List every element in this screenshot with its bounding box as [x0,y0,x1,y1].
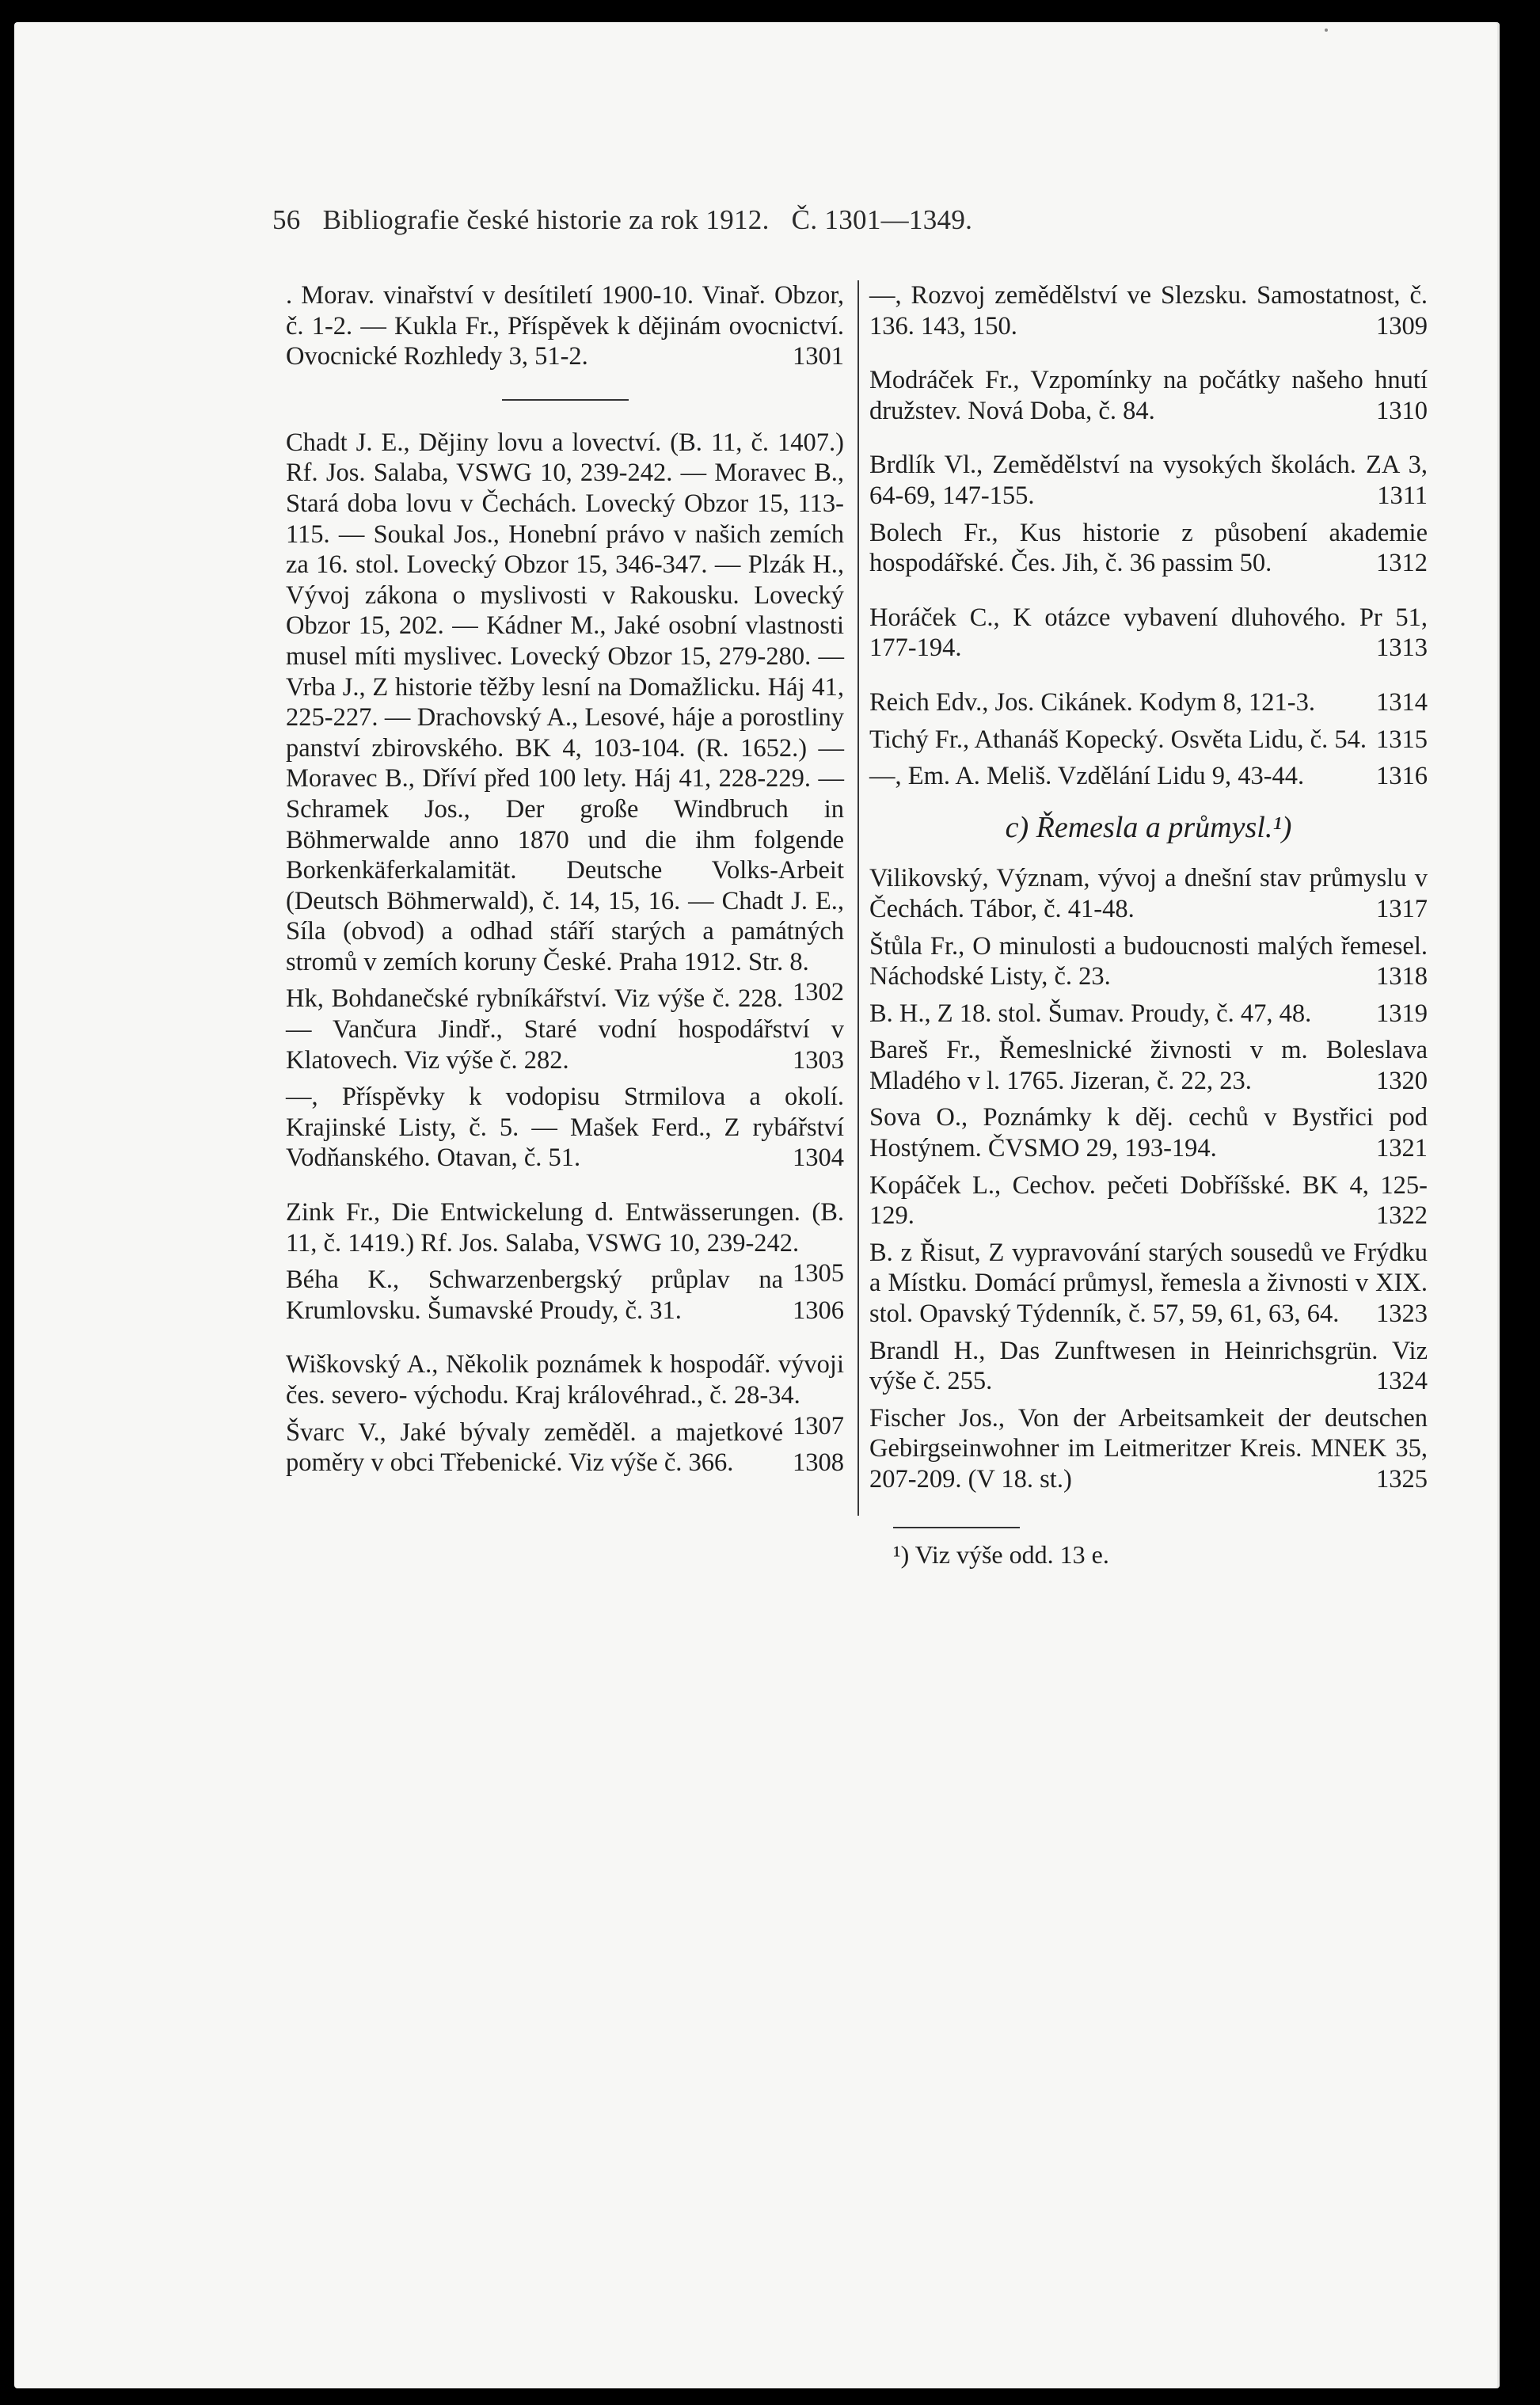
entry-text: Modráček Fr., Vzpomínky na počátky našeho hnutí družstev. Nová Doba, č. 84. [869,366,1428,425]
bibliography-entry [869,450,1428,511]
entry-text: B. H., Z 18. stol. Šumav. Proudy, č. 47, 48. [869,999,1312,1028]
bibliography-entry [869,365,1428,426]
bibliography-entry [869,1238,1428,1330]
entry-number: 1304 [793,1144,844,1173]
entry-text: Brandl H., Das Zunftwesen in Heinrichsgrün. Viz výše č. 255. [869,1336,1428,1396]
entry-number: 1302 [793,978,844,1007]
entry-number: 1307 [793,1411,844,1440]
bibliography-entry [286,984,844,1075]
bibliography-entry [286,1265,844,1326]
entry-number: 1308 [793,1448,844,1478]
bibliography-entry [869,280,1428,341]
entry-number: 1322 [1376,1201,1428,1231]
entry-text: Béha K., Schwarzenbergský průplav na Krumlovsku. Šumavské Proudy, č. 31. [286,1265,783,1325]
entry-number: 1309 [1376,311,1428,341]
separator-rule [502,399,629,401]
entry-number: 1314 [1376,687,1428,717]
entry-text: Zink Fr., Die Entwickelung d. Entwässerungen. (B. 11, č. 1419.) Rf. Jos. Salaba, VSWG 10, 239-242. [286,1198,844,1258]
entry-number: 1301 [793,342,844,371]
entry-text: Fischer Jos., Von der Arbeitsamkeit der deutschen Gebirgseinwohner im Leitmeritzer Kreis. MNEK 35, 207-209. (V 18. st.) [869,1403,1428,1494]
bibliography-entry [286,428,844,1007]
entry-number: 1316 [1376,762,1428,791]
bibliography-entry [869,725,1428,755]
entry-number: 1319 [1376,999,1428,1028]
entry-text: Sova O., Poznámky k děj. cechů v Bystřici pod Hostýnem. ČVSMO 29, 193-194. [869,1103,1428,1163]
footnote-rule [893,1527,1020,1528]
bibliography-entry [869,761,1428,792]
bibliography-entry [869,999,1428,1029]
entry-range: Č. 1301—1349. [791,204,973,235]
entry-number: 1321 [1376,1134,1428,1163]
footnote: ¹) Viz výše odd. 13 e. [893,1539,1109,1569]
entry-text: Kopáček L., Cechov. pečeti Dobříšské. BK 4, 125-129. [869,1170,1428,1231]
running-head [272,204,1270,236]
entry-number: 1306 [793,1296,844,1325]
section-heading: c) Řemesla a průmysl.¹) [1005,810,1292,844]
bibliography-entry [286,1082,844,1174]
entry-text: Chadt J. E., Dějiny lovu a lovectví. (B. 11, č. 1407.) Rf. Jos. Salaba, VSWG 10, 239-242. — Moravec B., Stará doba lovu v Čechách. Lovecký Obzor 15, 113-115. — Soukal Jos., Honební právo v našich zemích za 16. stol. Lovecký Obzor 15, 346-347. — Plzák H., Vývoj zákona o myslivosti v Rakousku. Lovecký Obzor 15, 202. — Kádner M., Jaké osobní vlastnosti musel míti myslivec. Lovecký Obzor 15, 279-280. — Vrba J., Z historie těžby lesní na Domažlicku. Háj 41, 225-227. — Drachovský A., Lesové, háje a porostliny panství zbirovského. BK 4, 103-104. (R. 1652.) — Moravec B., Dříví před 100 lety. Háj 41, 228-229. — Schramek Jos., Der große Windbruch in Böhmerwalde anno 1870 und die ihm folgende Borkenkäferkalamität. Deutsche Volks-Arbeit (Deutsch Böhmerwald), č. 14, 15, 16. — Chadt J. E., Síla (obvod) a odhad stáří starých a památných stromů v zemích koruny České. Praha 1912. Str. 8. [286,428,844,976]
entry-number: 1312 [1376,549,1428,578]
bibliography-entry [869,931,1428,992]
page-title: Bibliografie české historie za rok 1912. [322,204,770,235]
entry-number: 1320 [1376,1066,1428,1095]
entry-text: —, Em. A. Meliš. Vzdělání Lidu 9, 43-44. [869,762,1305,791]
bibliography-entry [869,687,1428,718]
entry-text: Brdlík Vl., Zemědělství na vysokých školách. ZA 3, 64-69, 147-155. [869,451,1428,510]
entry-text: Hk, Bohdanečské rybníkářství. Viz výše č. 228. — Vančura Jindř., Staré vodní hospodářství v Klatovech. Viz výše č. 282. [286,984,844,1075]
page-number: 56 [272,204,301,235]
entry-text: B. z Řisut, Z vypravování starých sousedů ve Frýdku a Místku. Domácí průmysl, řemesla a živnosti v XIX. stol. Opavský Týdenník, č. 57, 59, 61, 63, 64. [869,1238,1428,1329]
bibliography-entry [869,518,1428,579]
bibliography-entry [286,280,844,372]
scan-speck [1325,29,1328,32]
entry-number: 1303 [793,1045,844,1075]
entry-number: 1315 [1376,725,1428,754]
entry-text: —, Příspěvky k vodopisu Strmilova a okolí. Krajinské Listy, č. 5. — Mašek Ferd., Z rybářství Vodňanského. Otavan, č. 51. [286,1083,844,1173]
bibliography-entry [286,1197,844,1288]
right-column [869,280,1428,1570]
entry-number: 1323 [1376,1300,1428,1329]
bibliography-entry [869,1170,1428,1231]
entry-text: Horáček C., K otázce vybavení dluhového. Pr 51, 177-194. [869,603,1428,663]
entry-number: 1325 [1376,1465,1428,1494]
entry-number: 1318 [1376,962,1428,991]
left-column [286,280,844,1485]
entry-number: 1313 [1376,634,1428,663]
entry-text: Tichý Fr., Athanáš Kopecký. Osvěta Lidu, č. 54. [869,725,1367,754]
bibliography-entry [869,603,1428,664]
bibliography-entry [869,1403,1428,1495]
entry-text: Reich Edv., Jos. Cikánek. Kodym 8, 121-3. [869,687,1315,717]
bibliography-entry [869,863,1428,924]
bibliography-entry [286,1418,844,1478]
entry-text: Vilikovský, Význam, vývoj a dnešní stav průmyslu v Čechách. Tábor, č. 41-48. [869,864,1428,923]
entry-text: Švarc V., Jaké bývaly zeměděl. a majetkové poměry v obci Třebenické. Viz výše č. 366. [286,1418,783,1478]
entry-number: 1310 [1376,396,1428,425]
entry-number: 1317 [1376,894,1428,923]
entry-number: 1311 [1377,481,1428,510]
column-divider [857,280,859,1516]
bibliography-entry [869,1102,1428,1163]
entry-text: . Morav. vinařství v desítiletí 1900-10. Vinař. Obzor, č. 1-2. — Kukla Fr., Příspěvek k dějinám ovocnictví. Ovocnické Rozhledy 3, 51-2. [286,281,844,371]
bibliography-entry [869,1035,1428,1096]
entry-number: 1324 [1376,1367,1428,1396]
entry-text: Bareš Fr., Řemeslnické živnosti v m. Boleslava Mladého v l. 1765. Jizeran, č. 22, 23. [869,1036,1428,1095]
bibliography-entry [286,1349,844,1440]
bibliography-entry [869,1336,1428,1397]
entry-text: Štůla Fr., O minulosti a budoucnosti malých řemesel. Náchodské Listy, č. 23. [869,931,1428,991]
entry-text: —, Rozvoj zemědělství ve Slezsku. Samostatnost, č. 136. 143, 150. [869,281,1428,341]
entry-text: Wiškovský A., Několik poznámek k hospodář. vývoji čes. severo- východu. Kraj královéhrad., č. 28-34. [286,1350,844,1410]
entry-text: Bolech Fr., Kus historie z působení akademie hospodářské. Čes. Jih, č. 36 passim 50. [869,518,1428,578]
entry-number: 1305 [793,1259,844,1288]
